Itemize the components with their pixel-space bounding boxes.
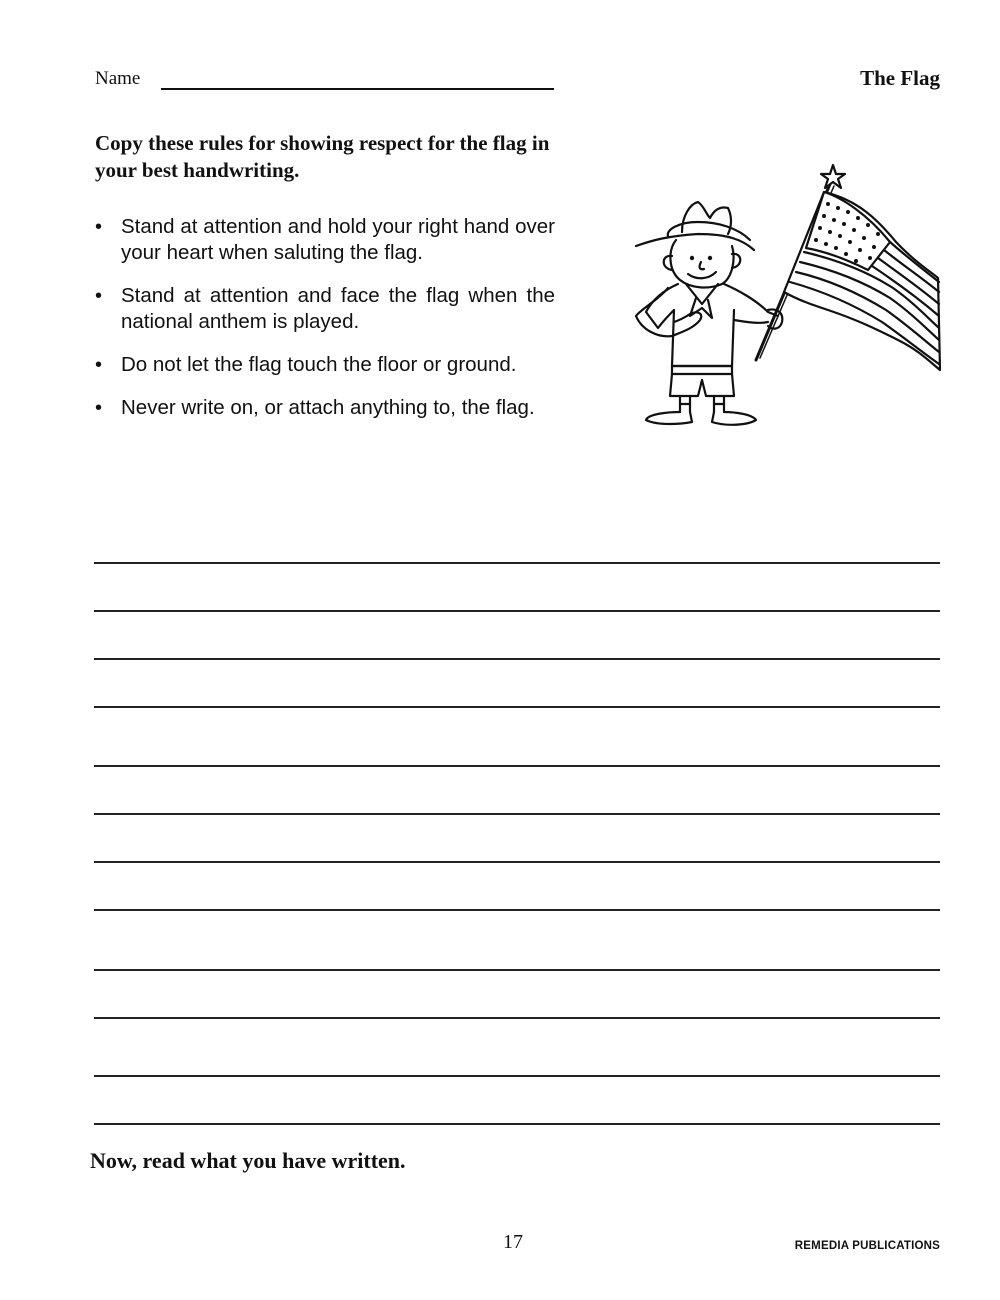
instructions-text: Copy these rules for showing respect for the flag in your best handwriting. (95, 131, 550, 182)
name-label: Name (95, 68, 141, 89)
bullet-icon: • (95, 354, 103, 376)
name-input-line[interactable] (161, 88, 554, 90)
writing-line[interactable] (94, 1017, 940, 1019)
rule-text: Stand at attention and face the flag when the national anthem is played. (121, 284, 555, 333)
rule-text: Do not let the flag touch the floor or ground. (121, 353, 517, 376)
writing-line[interactable] (94, 813, 940, 815)
writing-line[interactable] (94, 562, 940, 564)
rule-text: Never write on, or attach anything to, the flag. (121, 396, 535, 419)
writing-line[interactable] (94, 969, 940, 971)
writing-line[interactable] (94, 658, 940, 660)
rules-list (95, 214, 555, 438)
bullet-icon: • (95, 285, 103, 307)
bullet-icon: • (95, 216, 103, 238)
bullet-icon: • (95, 397, 103, 419)
writing-line[interactable] (94, 861, 940, 863)
writing-line[interactable] (94, 610, 940, 612)
writing-line[interactable] (94, 706, 940, 708)
writing-line[interactable] (94, 909, 940, 911)
rule-text: Stand at attention and hold your right hand over your heart when saluting the flag. (121, 215, 555, 264)
page-number: 17 (503, 1231, 523, 1253)
rule-item (95, 352, 555, 378)
publisher-credit: REMEDIA PUBLICATIONS (794, 1240, 940, 1252)
writing-line[interactable] (94, 765, 940, 767)
writing-line[interactable] (94, 1075, 940, 1077)
boy-saluting-flag-icon (628, 160, 948, 440)
rule-item (95, 214, 555, 266)
rule-item (95, 395, 555, 421)
rule-item (95, 283, 555, 335)
writing-line[interactable] (94, 1123, 940, 1125)
closing-instruction: Now, read what you have written. (90, 1148, 406, 1173)
page-title: The Flag (860, 66, 940, 90)
